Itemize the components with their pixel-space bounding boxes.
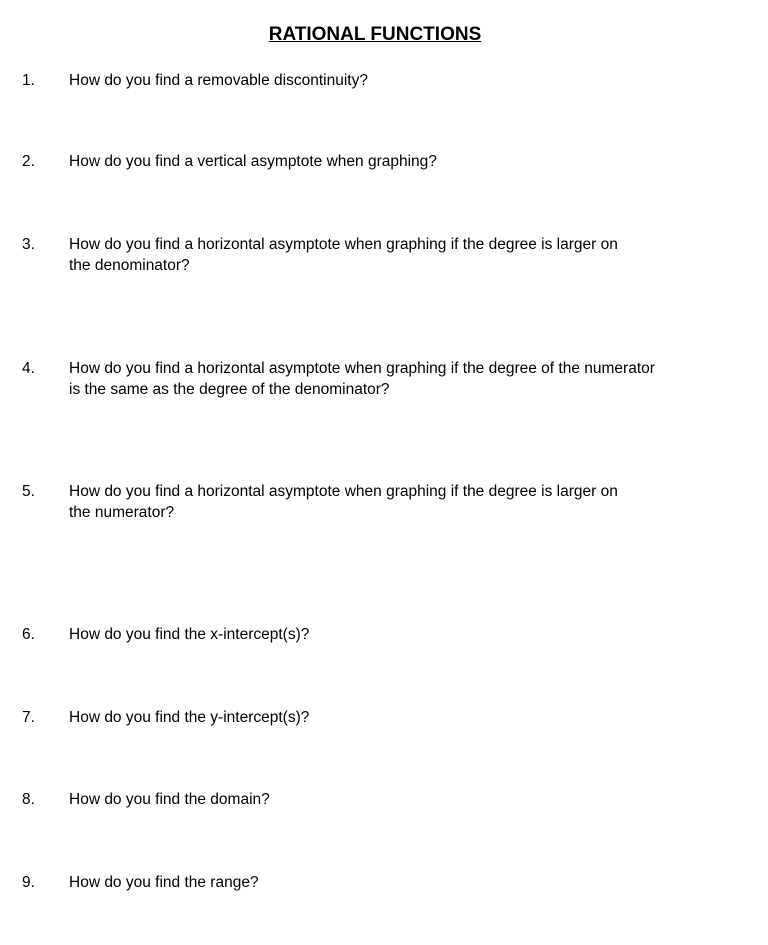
question-number: 3. [22,236,35,253]
question-number: 5. [22,483,35,500]
question-number: 8. [22,791,35,808]
question-text: How do you find the y-intercept(s)? [69,709,310,726]
question-number: 1. [22,72,35,89]
question-text: How do you find the x-intercept(s)? [69,626,310,643]
question-text-line: How do you find a horizontal asymptote when graphing if the degree of the numerator [69,360,655,377]
question-text: How do you find the range? [69,874,259,891]
question-text-line: How do you find a horizontal asymptote when graphing if the degree is larger on [69,483,618,500]
question-text-line: is the same as the degree of the denominator? [69,381,390,398]
question-text-line: the numerator? [69,504,175,521]
question-number: 4. [22,360,35,377]
page-title: RATIONAL FUNCTIONS [268,24,482,45]
question-number: 6. [22,626,35,643]
question-number: 9. [22,874,35,891]
question-text [69,358,729,400]
question-text: How do you find a removable discontinuity? [69,72,368,89]
question-number: 7. [22,709,35,726]
question-text: How do you find a vertical asymptote when graphing? [69,153,437,170]
question-number: 2. [22,153,35,170]
question-text [69,481,729,523]
question-text-line: How do you find a horizontal asymptote when graphing if the degree is larger on [69,236,618,253]
question-text-line: the denominator? [69,257,190,274]
question-text: How do you find the domain? [69,791,270,808]
question-text [69,234,729,276]
